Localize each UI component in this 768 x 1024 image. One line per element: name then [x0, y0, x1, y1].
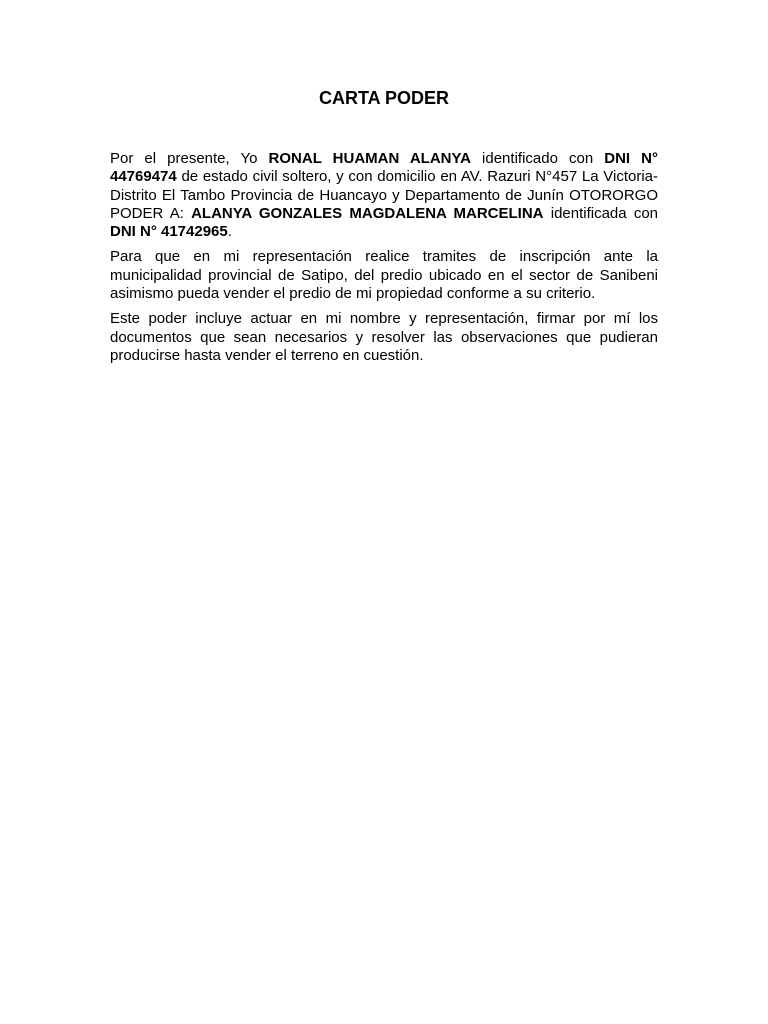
paragraph-grant — [110, 150, 658, 241]
grantee-name: ALANYA GONZALES MAGDALENA MARCELINA — [191, 204, 544, 222]
address-text: de estado civil soltero, y con domicilio en AV. Razuri N°457 La Victoria-Distrito El Tambo Provincia de Huancayo y Departamento de Junín OTORORGO PODER A: — [110, 168, 658, 222]
document-body — [110, 150, 658, 372]
grantor-dni: DNI N° 44769474 — [110, 150, 658, 186]
identified-female-text: identificada con — [543, 204, 658, 222]
period-text: . — [227, 223, 232, 241]
intro-text: Por el presente, Yo — [110, 150, 269, 167]
grantor-name: RONAL HUAMAN ALANYA — [268, 150, 471, 167]
paragraph-purpose: Para que en mi representación realice tramites de inscripción ante la municipalidad provincial de Satipo, del predio ubicado en el sector de Sanibeni asimismo pueda vender el predio de mi propiedad conforme a su criterio. — [110, 248, 658, 303]
identified-text: identificado con — [470, 150, 605, 167]
document-title: CARTA PODER — [319, 88, 449, 108]
grantee-dni: DNI N° 41742965 — [110, 223, 228, 241]
paragraph-scope: Este poder incluye actuar en mi nombre y representación, firmar por mí los documentos que sean necesarios y resolver las observaciones que pudieran producirse hasta vender el terreno en cuestión. — [110, 310, 658, 364]
